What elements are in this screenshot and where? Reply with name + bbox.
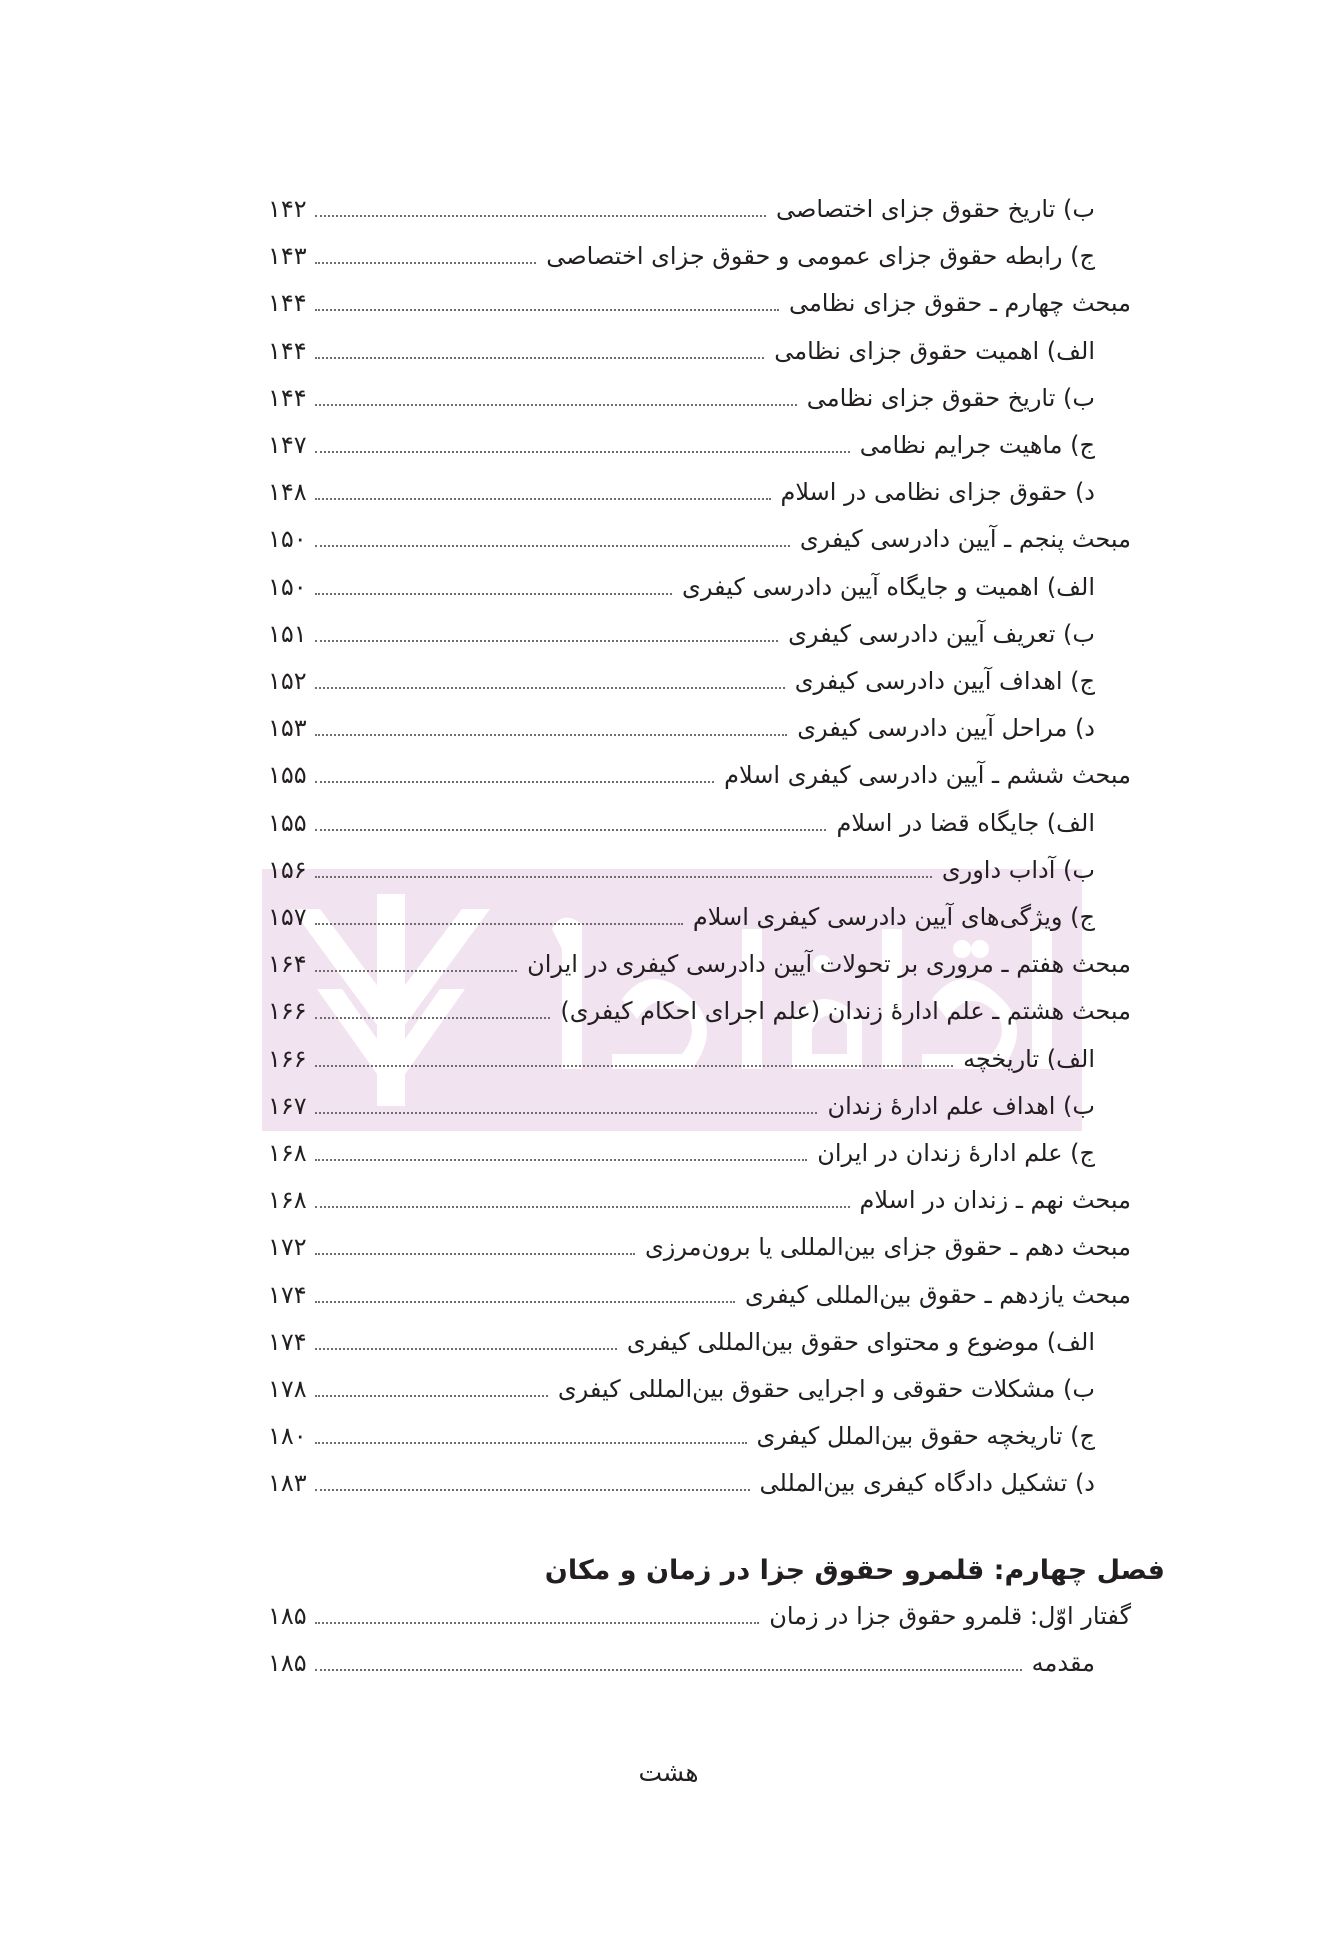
toc-entry-page: ۱۵۰ [268,573,307,601]
toc-entry-title: ج) رابطه حقوق جزای عمومی و حقوق جزای اختصاصی [546,242,1095,270]
toc-entry-title: د) مراحل آیین دادرسی کیفری [797,714,1095,742]
toc-entry-page: ۱۴۴ [268,337,307,365]
dot-leader [315,1622,760,1624]
page-number-footer: هشت [638,1758,699,1787]
toc-entry-title: گفتار اوّل: قلمرو حقوق جزا در زمان [769,1602,1131,1630]
toc-entry-page: ۱۶۸ [268,1186,307,1214]
toc-entry[interactable] [268,187,1095,231]
toc-entry[interactable] [268,281,1131,325]
toc-entry[interactable] [268,1225,1131,1269]
toc-entry-page: ۱۴۴ [268,384,307,412]
toc-entry-page: ۱۸۰ [268,1422,307,1450]
toc-entry-page: ۱۵۲ [268,667,307,695]
dot-leader [315,1017,551,1019]
dot-leader [315,876,932,878]
toc-entry[interactable] [268,329,1095,373]
dot-leader [315,357,765,359]
toc-entry-title: مبحث یازدهم ـ حقوق بین‌المللی کیفری [744,1281,1131,1309]
toc-entry-title: ب) تاریخ حقوق جزای نظامی [806,384,1095,412]
toc-entry-page: ۱۵۷ [268,903,307,931]
toc-entry-title: ج) اهداف آیین دادرسی کیفری [794,667,1095,695]
toc-entry-title: الف) موضوع و محتوای حقوق بین‌المللی کیفری [626,1328,1095,1356]
dot-leader [315,970,517,972]
toc-entry[interactable] [268,848,1095,892]
dot-leader [315,1669,1022,1671]
toc-entry-page: ۱۶۶ [268,997,307,1025]
toc-entry[interactable] [268,1084,1095,1128]
toc-entry-title: مبحث هشتم ـ علم ادارهٔ زندان (علم اجرای احکام کیفری) [560,997,1131,1025]
dot-leader [315,640,778,642]
toc-entry-title: ج) ویژگی‌های آیین دادرسی کیفری اسلام [692,903,1095,931]
dot-leader [315,781,714,783]
toc-entry[interactable] [268,612,1095,656]
toc-entry-page: ۱۶۷ [268,1092,307,1120]
toc-entry-title: د) حقوق جزای نظامی در اسلام [780,478,1095,506]
toc-entry[interactable] [268,1131,1095,1175]
toc-entry-title: ج) ماهیت جرایم نظامی [859,431,1095,459]
toc-entry-title: مبحث چهارم ـ حقوق جزای نظامی [788,289,1131,317]
toc-entry-page: ۱۴۳ [268,242,307,270]
dot-leader [315,1159,808,1161]
toc-entry[interactable] [268,1320,1095,1364]
toc-entry-title: مقدمه [1031,1649,1095,1677]
dot-leader [315,1489,750,1491]
toc-entry[interactable] [268,753,1131,797]
toc-entry-title: ب) تاریخ حقوق جزای اختصاصی [775,195,1095,223]
toc-entry-page: ۱۵۵ [268,809,307,837]
toc-entry-title: الف) جایگاه قضا در اسلام [836,809,1095,837]
toc-entry[interactable] [268,1037,1095,1081]
toc-entry-title: ب) اهداف علم ادارهٔ زندان [827,1092,1095,1120]
dot-leader [315,404,797,406]
toc-entry-page: ۱۵۶ [268,856,307,884]
dot-leader [315,923,683,925]
toc-entry-page: ۱۴۷ [268,431,307,459]
toc-entry[interactable] [268,517,1131,561]
dot-leader [315,829,827,831]
toc-entry[interactable] [268,1367,1095,1411]
toc-entry[interactable] [268,1273,1131,1317]
toc-entry[interactable] [268,1414,1095,1458]
toc-entry-title: الف) اهمیت و جایگاه آیین دادرسی کیفری [682,573,1095,601]
toc-entry-page: ۱۶۶ [268,1045,307,1073]
toc-entry-title: ب) مشکلات حقوقی و اجرایی حقوق بین‌المللی کیفری [557,1375,1095,1403]
toc-entry-page: ۱۴۴ [268,289,307,317]
toc-entry-page: ۱۵۰ [268,525,307,553]
dot-leader [315,215,766,217]
toc-entry-title: مبحث هفتم ـ مروری بر تحولات آیین دادرسی کیفری در ایران [527,950,1131,978]
toc-entry[interactable] [268,470,1095,514]
dot-leader [315,451,850,453]
toc-entry-page: ۱۸۵ [268,1602,307,1630]
dot-leader [315,687,785,689]
toc-entry-title: مبحث پنجم ـ آیین دادرسی کیفری [799,525,1131,553]
toc-entry-title: ب) آداب داوری [941,856,1095,884]
toc-entry-page: ۱۵۵ [268,761,307,789]
toc-entry-page: ۱۷۸ [268,1375,307,1403]
toc-entry-title: ج) تاریخچه حقوق بین‌الملل کیفری [756,1422,1095,1450]
dot-leader [315,1395,548,1397]
toc-entry[interactable] [268,942,1131,986]
toc-entry-title: ج) علم ادارهٔ زندان در ایران [817,1139,1095,1167]
dot-leader [315,545,790,547]
dot-leader [315,1206,850,1208]
toc-entry-title: الف) تاریخچه [963,1045,1095,1073]
toc-entry-page: ۱۴۲ [268,195,307,223]
dot-leader [315,262,537,264]
toc-entry[interactable] [268,706,1095,750]
dot-leader [315,498,771,500]
toc-entry[interactable] [268,1461,1095,1505]
dot-leader [315,1112,818,1114]
toc-entry[interactable] [268,895,1095,939]
toc-entry[interactable] [268,659,1095,703]
toc-entry-page: ۱۴۸ [268,478,307,506]
toc-entry-title: مبحث ششم ـ آیین دادرسی کیفری اسلام [724,761,1131,789]
toc-entry-page: ۱۷۲ [268,1233,307,1261]
toc-entry-page: ۱۸۳ [268,1469,307,1497]
toc-entry-page: ۱۵۳ [268,714,307,742]
toc-entry-title: ب) تعریف آیین دادرسی کیفری [788,620,1095,648]
toc-entry-page: ۱۵۱ [268,620,307,648]
dot-leader [315,1442,747,1444]
dot-leader [315,593,672,595]
toc-entry-page: ۱۶۴ [268,950,307,978]
toc-entry-title: الف) اهمیت حقوق جزای نظامی [774,337,1095,365]
toc-entry[interactable] [268,376,1095,420]
toc-entry[interactable] [268,1178,1131,1222]
dot-leader [315,1348,617,1350]
toc-entry-title: مبحث دهم ـ حقوق جزای بین‌المللی یا برون‌مرزی [645,1233,1131,1261]
toc-entry-title: د) تشکیل دادگاه کیفری بین‌المللی [759,1469,1095,1497]
toc-entry[interactable] [268,234,1095,278]
toc-entry-title: مبحث نهم ـ زندان در اسلام [859,1186,1131,1214]
dot-leader [315,1065,953,1067]
toc-entry[interactable] [268,423,1095,467]
toc-entry[interactable] [268,1641,1095,1685]
toc-entry-page: ۱۷۴ [268,1328,307,1356]
toc-entry-page: ۱۷۴ [268,1281,307,1309]
dot-leader [315,1301,735,1303]
toc-entry[interactable] [268,565,1095,609]
chapter-heading: فصل چهارم: قلمرو حقوق جزا در زمان و مکان [544,1555,1165,1586]
toc-entry-page: ۱۸۵ [268,1649,307,1677]
dot-leader [315,734,788,736]
dot-leader [315,1253,635,1255]
toc-entry[interactable] [268,801,1095,845]
toc-entry[interactable] [268,989,1131,1033]
dot-leader [315,309,779,311]
toc-entry-page: ۱۶۸ [268,1139,307,1167]
toc-entry[interactable] [268,1594,1131,1638]
